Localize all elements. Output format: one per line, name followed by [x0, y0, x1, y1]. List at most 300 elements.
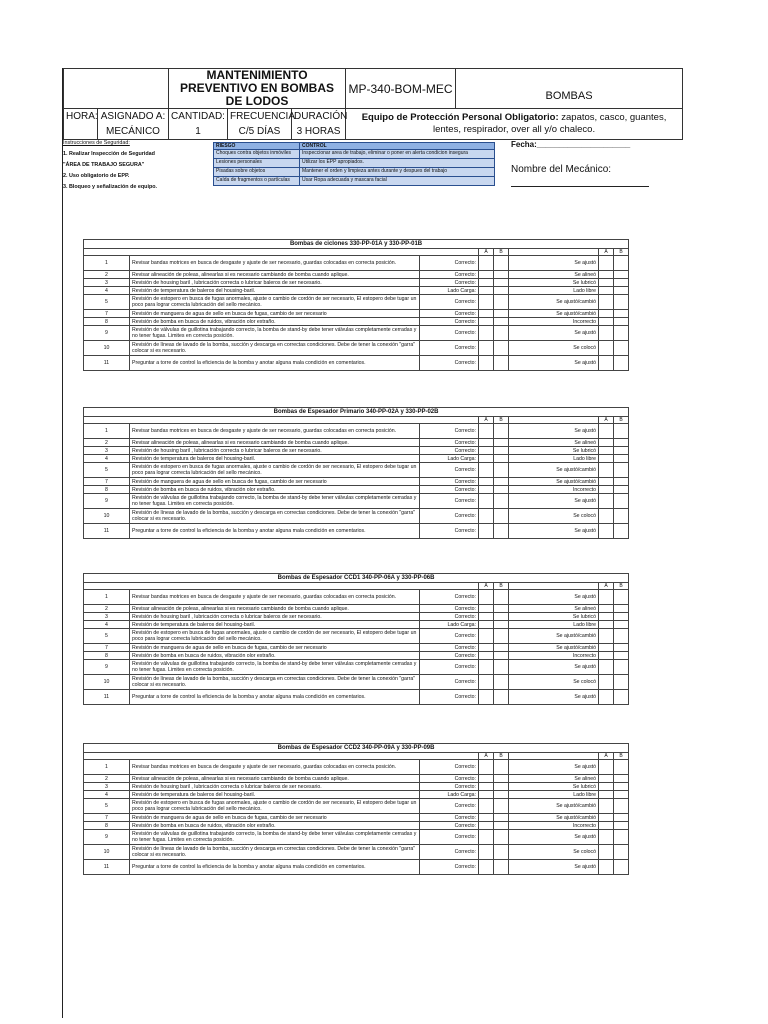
checklist-sheet [62, 68, 682, 1018]
instruction-2: "ÁREA DE TRABAJO SEGURA" [63, 162, 145, 168]
checkbox-a[interactable] [599, 424, 614, 439]
checkbox-b[interactable] [614, 424, 629, 439]
task-check-label: Correcto: [420, 447, 479, 455]
checkbox-b[interactable] [614, 494, 629, 509]
checkbox-b[interactable] [494, 621, 509, 629]
task-description: Revisión de líneas de lavado de la bomba, succión y descarga en correctas condiciones. Debe de tener la conexión "garra" colocar si es necesario. [130, 509, 420, 524]
control-header: CONTROL [300, 143, 495, 150]
checkbox-b[interactable] [494, 287, 509, 295]
checkbox-b[interactable] [614, 318, 629, 326]
task-check-label: Correcto: [420, 524, 479, 539]
task-check-label: Correcto: [420, 860, 479, 875]
table-row [84, 524, 629, 539]
checkbox-b[interactable] [614, 860, 629, 875]
checkbox-b[interactable] [494, 463, 509, 478]
checkbox-a[interactable] [599, 822, 614, 830]
checkbox-a[interactable] [599, 256, 614, 271]
checkbox-b[interactable] [494, 822, 509, 830]
checkbox-b[interactable] [614, 279, 629, 287]
checkbox-a[interactable] [479, 690, 494, 705]
task-result-label: Se ajustó/cambió [509, 814, 599, 822]
checkbox-b[interactable] [494, 524, 509, 539]
checkbox-b[interactable] [614, 439, 629, 447]
table-row [84, 279, 629, 287]
checkbox-a[interactable] [599, 775, 614, 783]
checkbox-a[interactable] [479, 295, 494, 310]
checkbox-a[interactable] [479, 463, 494, 478]
checkbox-a[interactable] [599, 690, 614, 705]
checkbox-b[interactable] [614, 478, 629, 486]
mechanic-name-field[interactable] [511, 186, 649, 187]
task-check-label: Correcto: [420, 660, 479, 675]
checkbox-a[interactable] [479, 326, 494, 341]
checkbox-b[interactable] [614, 256, 629, 271]
checkbox-a[interactable] [479, 760, 494, 775]
checkbox-b[interactable] [494, 256, 509, 271]
checkbox-a[interactable] [599, 486, 614, 494]
checkbox-b[interactable] [494, 791, 509, 799]
table-row [84, 621, 629, 629]
checkbox-b[interactable] [614, 644, 629, 652]
checkbox-b[interactable] [494, 860, 509, 875]
checkbox-a[interactable] [479, 675, 494, 690]
checkbox-a[interactable] [479, 822, 494, 830]
task-description: Revisión de temperatura de baleros del housing-baril. [130, 287, 420, 295]
checkbox-a[interactable] [479, 590, 494, 605]
checkbox-b[interactable] [494, 439, 509, 447]
task-description: Revisar bandas motrices en busca de desgaste y ajuste de ser necesario, guardas colocadas en correcta posición. [130, 760, 420, 775]
checkbox-a[interactable] [479, 447, 494, 455]
checkbox-b[interactable] [494, 279, 509, 287]
checkbox-b[interactable] [494, 799, 509, 814]
table-row [84, 356, 629, 371]
checkbox-a[interactable] [479, 310, 494, 318]
task-number: 4 [84, 621, 130, 629]
checkbox-a[interactable] [479, 830, 494, 845]
frequency-cell [228, 109, 296, 140]
checkbox-a[interactable] [599, 341, 614, 356]
checkbox-a[interactable] [479, 629, 494, 644]
task-result-label: Se colocó [509, 341, 599, 356]
table-row [84, 660, 629, 675]
task-result-label: Se ajustó [509, 760, 599, 775]
document-title: MANTENIMIENTO PREVENTIVO EN BOMBAS DE LODOS [169, 69, 346, 109]
task-description: Revisión de housing baril , lubricación correcta o lubricar baleros de ser necesario. [130, 613, 420, 621]
col-a-header: A [479, 417, 494, 424]
task-description: Revisar alineación de poleas, alinearlas si es necesario cambiando de bomba cuando aplique. [130, 271, 420, 279]
task-description: Revisión de líneas de lavado de la bomba, succión y descarga en correctas condiciones. Debe de tener la conexión "garra" colocar si es necesario. [130, 341, 420, 356]
table-row [84, 675, 629, 690]
checkbox-b[interactable] [494, 356, 509, 371]
checkbox-a[interactable] [599, 860, 614, 875]
col-a-header: A [599, 753, 614, 760]
checkbox-a[interactable] [479, 341, 494, 356]
task-number: 3 [84, 447, 130, 455]
checkbox-b[interactable] [494, 775, 509, 783]
checkbox-a[interactable] [479, 279, 494, 287]
task-number: 5 [84, 463, 130, 478]
table-row [84, 652, 629, 660]
task-description: Revisar alineación de poleas, alinearlas si es necesario cambiando de bomba cuando aplique. [130, 775, 420, 783]
checkbox-a[interactable] [479, 455, 494, 463]
checkbox-a[interactable] [599, 605, 614, 613]
checkbox-b[interactable] [494, 455, 509, 463]
checkbox-b[interactable] [614, 760, 629, 775]
ab-spacer [84, 583, 479, 590]
checkbox-b[interactable] [614, 814, 629, 822]
checkbox-a[interactable] [479, 652, 494, 660]
checkbox-a[interactable] [599, 279, 614, 287]
col-a-header: A [479, 249, 494, 256]
col-b-header: B [614, 753, 629, 760]
checkbox-a[interactable] [599, 326, 614, 341]
task-number: 9 [84, 494, 130, 509]
checkbox-b[interactable] [614, 690, 629, 705]
task-check-label: Correcto: [420, 439, 479, 447]
checkbox-b[interactable] [494, 845, 509, 860]
checkbox-a[interactable] [479, 775, 494, 783]
risk-table [213, 142, 495, 186]
task-description: Revisión de temperatura de baleros del housing-baril. [130, 455, 420, 463]
task-result-label: Se ajustó [509, 590, 599, 605]
task-number: 5 [84, 799, 130, 814]
table-row [84, 478, 629, 486]
checkbox-a[interactable] [479, 287, 494, 295]
table-row [84, 287, 629, 295]
checkbox-b[interactable] [494, 675, 509, 690]
table-row [84, 629, 629, 644]
pump-section-table [83, 407, 629, 539]
task-description: Revisar alineación de poleas, alinearlas si es necesario cambiando de bomba cuando aplique. [130, 605, 420, 613]
checkbox-b[interactable] [494, 310, 509, 318]
checkbox-a[interactable] [599, 463, 614, 478]
checkbox-b[interactable] [614, 455, 629, 463]
checkbox-b[interactable] [494, 760, 509, 775]
task-result-label: Se ajustó/cambió [509, 644, 599, 652]
checkbox-b[interactable] [494, 271, 509, 279]
section-title: Bombas de Espesador CCD1 340-PP-06A y 330-PP-06B [84, 574, 629, 583]
checkbox-b[interactable] [494, 814, 509, 822]
checkbox-b[interactable] [494, 478, 509, 486]
checkbox-a[interactable] [479, 494, 494, 509]
checkbox-a[interactable] [599, 783, 614, 791]
task-check-label: Correcto: [420, 424, 479, 439]
task-number: 2 [84, 439, 130, 447]
table-row [84, 783, 629, 791]
checkbox-b[interactable] [614, 621, 629, 629]
table-row [84, 295, 629, 310]
checkbox-a[interactable] [479, 605, 494, 613]
checkbox-b[interactable] [494, 644, 509, 652]
instruction-4: 3. Bloqueo y señalización de equipo. [63, 184, 158, 190]
task-number: 1 [84, 590, 130, 605]
checkbox-b[interactable] [614, 590, 629, 605]
table-row [84, 455, 629, 463]
checkbox-b[interactable] [614, 447, 629, 455]
checkbox-a[interactable] [599, 613, 614, 621]
checkbox-b[interactable] [614, 271, 629, 279]
checkbox-a[interactable] [599, 439, 614, 447]
epp-cell [346, 109, 683, 140]
checkbox-a[interactable] [479, 660, 494, 675]
task-description: Revisión de líneas de lavado de la bomba, succión y descarga en correctas condiciones. Debe de tener la conexión "garra" colocar si es necesario. [130, 845, 420, 860]
task-number: 3 [84, 613, 130, 621]
task-number: 1 [84, 760, 130, 775]
section-title: Bombas de Espesador CCD2 340-PP-09A y 330-PP-09B [84, 744, 629, 753]
checkbox-b[interactable] [494, 590, 509, 605]
checkbox-b[interactable] [494, 652, 509, 660]
task-check-label: Correcto: [420, 783, 479, 791]
task-number: 8 [84, 318, 130, 326]
risk-cell: Caída de fragmentos o partículas [214, 177, 300, 186]
table-row [84, 690, 629, 705]
col-b-header: B [614, 249, 629, 256]
checkbox-b[interactable] [614, 509, 629, 524]
checkbox-a[interactable] [479, 478, 494, 486]
col-a-header: A [479, 583, 494, 590]
checkbox-b[interactable] [614, 295, 629, 310]
checkbox-b[interactable] [614, 775, 629, 783]
checkbox-b[interactable] [614, 660, 629, 675]
col-a-header: A [599, 417, 614, 424]
task-number: 11 [84, 524, 130, 539]
task-description: Revisión de válvulas de guillotina trabajando correcto, la bomba de stand-by debe tener válvulas completamente cerradas y no tener fugas. Limites en correcta posición. [130, 660, 420, 675]
task-number: 8 [84, 652, 130, 660]
checkbox-a[interactable] [479, 860, 494, 875]
task-number: 8 [84, 486, 130, 494]
date-field[interactable]: Fecha:_____________________ [511, 140, 631, 149]
checkbox-b[interactable] [614, 845, 629, 860]
checkbox-a[interactable] [599, 814, 614, 822]
assigned-label: ASIGNADO A: [100, 111, 166, 122]
checkbox-b[interactable] [494, 830, 509, 845]
task-check-label: Correcto: [420, 830, 479, 845]
checkbox-b[interactable] [614, 605, 629, 613]
checkbox-a[interactable] [599, 287, 614, 295]
table-row [84, 486, 629, 494]
checkbox-b[interactable] [614, 629, 629, 644]
checkbox-a[interactable] [599, 310, 614, 318]
col-b-header: B [494, 249, 509, 256]
checkbox-a[interactable] [479, 424, 494, 439]
checkbox-b[interactable] [494, 486, 509, 494]
checkbox-a[interactable] [479, 791, 494, 799]
checkbox-b[interactable] [614, 613, 629, 621]
checkbox-a[interactable] [599, 830, 614, 845]
task-number: 5 [84, 295, 130, 310]
task-result-label: Se alineó [509, 605, 599, 613]
checkbox-b[interactable] [494, 318, 509, 326]
checkbox-b[interactable] [494, 629, 509, 644]
checkbox-a[interactable] [599, 791, 614, 799]
checkbox-a[interactable] [599, 629, 614, 644]
ab-spacer [84, 249, 479, 256]
table-row [84, 760, 629, 775]
checkbox-b[interactable] [494, 605, 509, 613]
task-check-label: Correcto: [420, 486, 479, 494]
epp-label: Equipo de Protección Personal Obligatorio: [361, 112, 559, 123]
control-cell: Usar Ropa adecuada y mascara facial [300, 177, 495, 186]
quantity-cell [169, 109, 228, 140]
task-number: 11 [84, 860, 130, 875]
risk-cell: Pisadas sobre objetos [214, 168, 300, 177]
checkbox-b[interactable] [614, 652, 629, 660]
checkbox-a[interactable] [479, 439, 494, 447]
checkbox-a[interactable] [599, 494, 614, 509]
checkbox-a[interactable] [599, 509, 614, 524]
task-check-label: Correcto: [420, 463, 479, 478]
task-result-label: Incorrecto [509, 822, 599, 830]
checkbox-b[interactable] [494, 783, 509, 791]
checkbox-b[interactable] [494, 341, 509, 356]
task-check-label: Correcto: [420, 478, 479, 486]
checkbox-a[interactable] [599, 675, 614, 690]
task-check-label: Lado Carga: [420, 621, 479, 629]
checkbox-a[interactable] [599, 590, 614, 605]
header-table [63, 68, 683, 140]
checkbox-a[interactable] [599, 760, 614, 775]
checkbox-a[interactable] [599, 356, 614, 371]
checkbox-a[interactable] [479, 524, 494, 539]
checkbox-b[interactable] [614, 310, 629, 318]
task-number: 3 [84, 783, 130, 791]
checkbox-b[interactable] [494, 326, 509, 341]
task-description: Revisión de manguera de agua de sello en busca de fugas, cambio de ser necesario [130, 310, 420, 318]
control-cell: Mantener el orden y limpieza antes durante y despues del trabajo [300, 168, 495, 177]
table-row [84, 605, 629, 613]
task-number: 10 [84, 341, 130, 356]
task-number: 9 [84, 830, 130, 845]
task-result-label: Se colocó [509, 845, 599, 860]
checkbox-b[interactable] [494, 660, 509, 675]
task-description: Revisión de temperatura de baleros del housing-baril. [130, 621, 420, 629]
checkbox-b[interactable] [494, 447, 509, 455]
checkbox-a[interactable] [599, 524, 614, 539]
table-row [84, 590, 629, 605]
task-description: Revisión de manguera de agua de sello en busca de fugas, cambio de ser necesario [130, 478, 420, 486]
checkbox-a[interactable] [599, 799, 614, 814]
task-check-label: Correcto: [420, 652, 479, 660]
control-cell: Utilizar los EPP apropiados. [300, 159, 495, 168]
ab-spacer [84, 753, 479, 760]
pump-section-table [83, 743, 629, 875]
table-row [84, 775, 629, 783]
checkbox-a[interactable] [599, 447, 614, 455]
checkbox-b[interactable] [614, 341, 629, 356]
checkbox-b[interactable] [494, 494, 509, 509]
checkbox-a[interactable] [479, 644, 494, 652]
task-check-label: Correcto: [420, 326, 479, 341]
checkbox-a[interactable] [599, 271, 614, 279]
task-result-label: Incorrecto [509, 652, 599, 660]
task-result-label: Se lubricó [509, 613, 599, 621]
checkbox-b[interactable] [614, 287, 629, 295]
checkbox-a[interactable] [599, 644, 614, 652]
task-result-label: Lado libre [509, 455, 599, 463]
task-description: Revisión de manguera de agua de sello en busca de fugas, cambio de ser necesario [130, 644, 420, 652]
task-description: Revisión de housing baril , lubricación correcta o lubricar baleros de ser necesario. [130, 447, 420, 455]
checkbox-a[interactable] [479, 613, 494, 621]
checkbox-a[interactable] [479, 799, 494, 814]
checkbox-b[interactable] [494, 690, 509, 705]
checkbox-a[interactable] [479, 621, 494, 629]
table-row [84, 318, 629, 326]
section-title: Bombas de ciclones 330-PP-01A y 330-PP-01B [84, 240, 629, 249]
checkbox-b[interactable] [614, 463, 629, 478]
task-result-label: Se alineó [509, 439, 599, 447]
checkbox-a[interactable] [479, 814, 494, 822]
task-number: 7 [84, 644, 130, 652]
checkbox-b[interactable] [614, 783, 629, 791]
hora-label: HORA: [64, 109, 98, 140]
checkbox-a[interactable] [479, 271, 494, 279]
checkbox-a[interactable] [479, 509, 494, 524]
checkbox-b[interactable] [614, 486, 629, 494]
table-row [84, 424, 629, 439]
checkbox-b[interactable] [614, 830, 629, 845]
checkbox-a[interactable] [599, 660, 614, 675]
checkbox-b[interactable] [614, 791, 629, 799]
task-number: 10 [84, 509, 130, 524]
checkbox-a[interactable] [599, 845, 614, 860]
task-result-label: Se ajustó [509, 690, 599, 705]
checkbox-a[interactable] [479, 486, 494, 494]
checkbox-a[interactable] [479, 845, 494, 860]
checkbox-a[interactable] [479, 783, 494, 791]
checkbox-b[interactable] [494, 424, 509, 439]
checkbox-a[interactable] [599, 318, 614, 326]
task-result-label: Se lubricó [509, 447, 599, 455]
checkbox-b[interactable] [614, 799, 629, 814]
checkbox-b[interactable] [614, 356, 629, 371]
task-description: Revisión de housing baril , lubricación correcta o lubricar baleros de ser necesario. [130, 783, 420, 791]
assigned-cell [98, 109, 169, 140]
checkbox-a[interactable] [599, 295, 614, 310]
table-row [84, 271, 629, 279]
checkbox-b[interactable] [494, 295, 509, 310]
task-check-label: Correcto: [420, 605, 479, 613]
task-check-label: Lado Carga: [420, 455, 479, 463]
task-number: 11 [84, 356, 130, 371]
task-check-label: Correcto: [420, 644, 479, 652]
checkbox-b[interactable] [494, 613, 509, 621]
ab-spacer [509, 583, 599, 590]
checkbox-a[interactable] [479, 318, 494, 326]
task-result-label: Se ajustó/cambió [509, 629, 599, 644]
checkbox-a[interactable] [599, 652, 614, 660]
checkbox-b[interactable] [614, 675, 629, 690]
task-result-label: Se ajustó [509, 860, 599, 875]
frequency-value: C/5 DÍAS [238, 126, 281, 137]
task-result-label: Se ajustó/cambió [509, 463, 599, 478]
checkbox-b[interactable] [614, 524, 629, 539]
checkbox-a[interactable] [599, 455, 614, 463]
ab-spacer [84, 417, 479, 424]
checkbox-a[interactable] [599, 621, 614, 629]
checkbox-b[interactable] [614, 326, 629, 341]
checkbox-b[interactable] [614, 822, 629, 830]
task-description: Revisión de manguera de agua de sello en busca de fugas, cambio de ser necesario [130, 814, 420, 822]
quantity-value: 1 [195, 126, 201, 137]
task-check-label: Correcto: [420, 356, 479, 371]
checkbox-a[interactable] [479, 256, 494, 271]
checkbox-a[interactable] [479, 356, 494, 371]
task-result-label: Se alineó [509, 775, 599, 783]
checkbox-a[interactable] [599, 478, 614, 486]
checkbox-b[interactable] [494, 509, 509, 524]
table-row [84, 439, 629, 447]
task-description: Preguntar a torre de control la eficiencia de la bomba y anotar alguna mala condición en comentarios. [130, 356, 420, 371]
